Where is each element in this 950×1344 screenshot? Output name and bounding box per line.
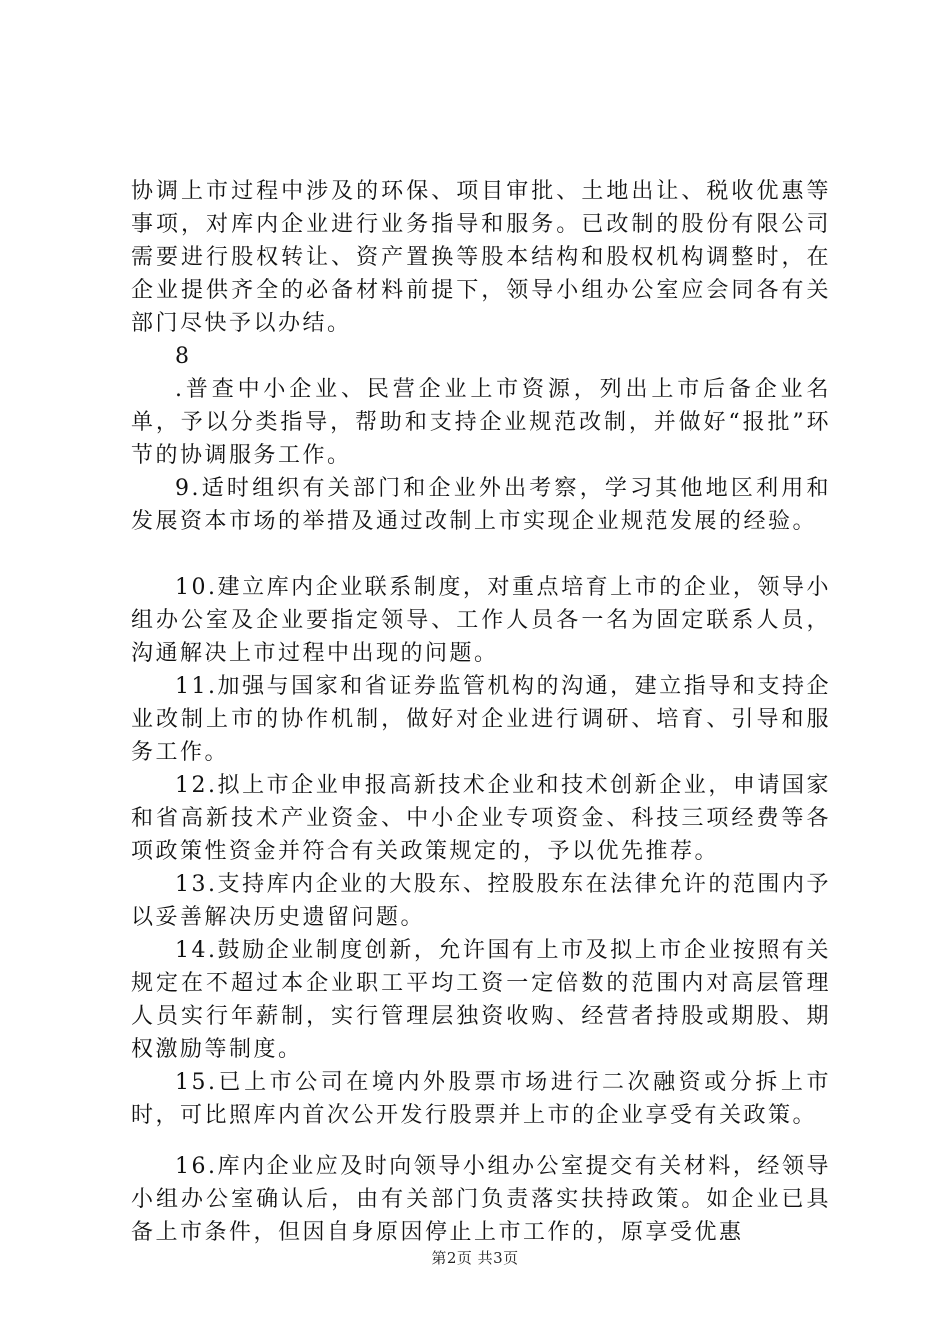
- paragraph-14: 14.鼓励企业制度创新，允许国有上市及拟上市企业按照有关规定在不超过本企业职工平均工资一定倍数的范围内对高层管理人员实行年薪制，实行管理层独资收购、经营者持股或期股、期权激励等制度。: [131, 938, 831, 1062]
- paragraph-16: 16.库内企业应及时向领导小组办公室提交有关材料，经领导小组办公室确认后，由有关部门负责落实扶持政策。如企业已具备上市条件，但因自身原因停止上市工作的，原享受优惠: [131, 1154, 831, 1245]
- paragraph-8-number: 8: [175, 344, 192, 369]
- paragraph-continued: 协调上市过程中涉及的环保、项目审批、土地出让、税收优惠等事项，对库内企业进行业务指导和服务。已改制的股份有限公司需要进行股权转让、资产置换等股本结构和股权机构调整时，在企业提供齐全的必备材料前提下，领导小组办公室应会同各有关部门尽快予以办结。: [131, 179, 831, 336]
- paragraph-13: 13.支持库内企业的大股东、控股股东在法律允许的范围内予以妥善解决历史遗留问题。: [131, 872, 831, 930]
- paragraph-11: 11.加强与国家和省证券监管机构的沟通，建立指导和支持企业改制上市的协作机制，做好对企业进行调研、培育、引导和服务工作。: [131, 674, 831, 765]
- paragraph-9: 9.适时组织有关部门和企业外出考察，学习其他地区利用和发展资本市场的举措及通过改制上市实现企业规范发展的经验。: [131, 476, 831, 534]
- paragraph-15: 15.已上市公司在境内外股票市场进行二次融资或分拆上市时，可比照库内首次公开发行股票并上市的企业享受有关政策。: [131, 1070, 831, 1128]
- paragraph-8: .普查中小企业、民营企业上市资源，列出上市后备企业名单，予以分类指导，帮助和支持企业规范改制，并做好“报批”环节的协调服务工作。: [131, 377, 831, 468]
- paragraph-12: 12.拟上市企业申报高新技术企业和技术创新企业，申请国家和省高新技术产业资金、中小企业专项资金、科技三项经费等各项政策性资金并符合有关政策规定的，予以优先推荐。: [131, 773, 831, 864]
- paragraph-10: 10.建立库内企业联系制度，对重点培育上市的企业，领导小组办公室及企业要指定领导、工作人员各一名为固定联系人员，沟通解决上市过程中出现的问题。: [131, 575, 831, 666]
- page-number-footer: 第2页 共3页: [431, 1249, 519, 1267]
